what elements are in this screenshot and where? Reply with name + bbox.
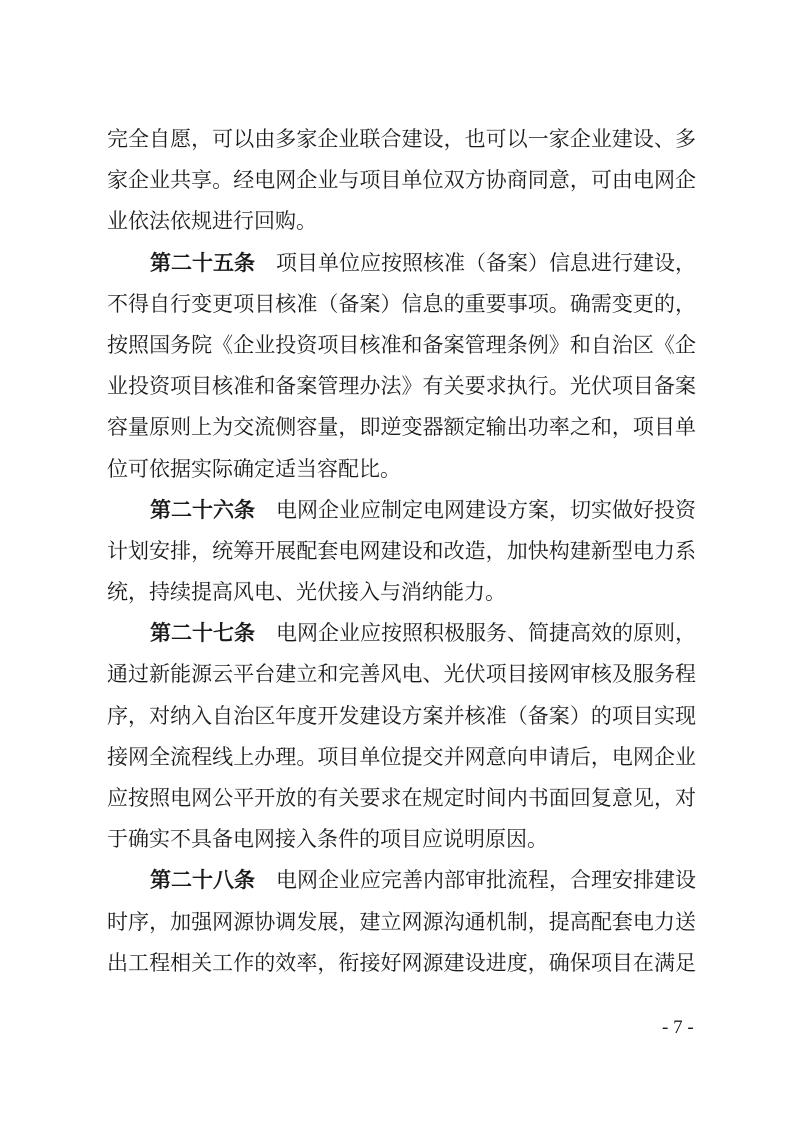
line-text: 应按照电网公平开放的有关要求在规定时间内书面回复意见，对 xyxy=(107,786,696,810)
text-line xyxy=(107,943,696,984)
text-line xyxy=(107,654,696,695)
line-text: 按照国务院《企业投资项目核准和备案管理条例》和自治区《企 xyxy=(107,332,696,357)
paragraph xyxy=(107,119,696,243)
line-text: 业依法依规进行回购。 xyxy=(107,209,317,234)
article-paragraph xyxy=(107,860,696,984)
article-heading: 第二十五条 xyxy=(150,250,255,275)
line-text: 电网企业应完善内部审批流程，合理安排建设 xyxy=(276,868,696,893)
article-heading: 第二十七条 xyxy=(150,621,255,646)
text-line xyxy=(107,243,696,284)
line-text: 序，对纳入自治区年度开发建设方案并核准（备案）的项目实现 xyxy=(107,703,696,728)
line-text: 家企业共享。经电网企业与项目单位双方协商同意，可由电网企 xyxy=(107,168,696,193)
line-text: 电网企业应制定电网建设方案，切实做好投资 xyxy=(276,497,696,522)
text-line xyxy=(107,860,696,901)
article-paragraph xyxy=(107,490,696,614)
line-text: 业投资项目核准和备案管理办法》有关要求执行。光伏项目备案 xyxy=(107,374,696,399)
text-line xyxy=(107,325,696,366)
text-line xyxy=(107,119,696,160)
article-paragraph xyxy=(107,243,696,490)
line-text: 容量原则上为交流侧容量，即逆变器额定输出功率之和，项目单 xyxy=(107,415,696,440)
line-text: 统，持续提高风电、光伏接入与消纳能力。 xyxy=(107,580,506,605)
document-body xyxy=(107,119,696,984)
text-line xyxy=(107,449,696,490)
article-heading: 第二十八条 xyxy=(150,868,255,893)
line-text: 完全自愿，可以由多家企业联合建设，也可以一家企业建设、多 xyxy=(107,127,696,151)
page-number: - 7 - xyxy=(662,1017,694,1038)
line-text: 出工程相关工作的效率，衔接好网源建设进度，确保项目在满足 xyxy=(107,950,696,975)
text-line xyxy=(107,201,696,242)
line-text: 项目单位应按照核准（备案）信息进行建设， xyxy=(276,250,696,275)
line-text: 位可依据实际确定适当容配比。 xyxy=(107,456,401,481)
line-text: 时序，加强网源协调发展，建立网源沟通机制，提高配套电力送 xyxy=(107,909,696,934)
line-text: 电网企业应按照积极服务、简捷高效的原则， xyxy=(276,621,696,646)
text-line xyxy=(107,572,696,613)
text-line xyxy=(107,696,696,737)
article-heading: 第二十六条 xyxy=(150,497,255,522)
line-text: 不得自行变更项目核准（备案）信息的重要事项。确需变更的， xyxy=(107,291,696,316)
line-text: 通过新能源云平台建立和完善风电、光伏项目接网审核及服务程 xyxy=(107,662,696,687)
text-line xyxy=(107,613,696,654)
text-line xyxy=(107,902,696,943)
text-line xyxy=(107,490,696,531)
text-line xyxy=(107,366,696,407)
text-line xyxy=(107,160,696,201)
text-line xyxy=(107,531,696,572)
line-text: 于确实不具备电网接入条件的项目应说明原因。 xyxy=(107,827,548,852)
article-paragraph xyxy=(107,613,696,860)
line-text: 计划安排，统筹开展配套电网建设和改造，加快构建新型电力系 xyxy=(107,538,696,563)
line-text: 接网全流程线上办理。项目单位提交并网意向申请后，电网企业 xyxy=(107,744,696,769)
text-line xyxy=(107,819,696,860)
text-line xyxy=(107,284,696,325)
text-line xyxy=(107,778,696,819)
text-line xyxy=(107,737,696,778)
text-line xyxy=(107,407,696,448)
